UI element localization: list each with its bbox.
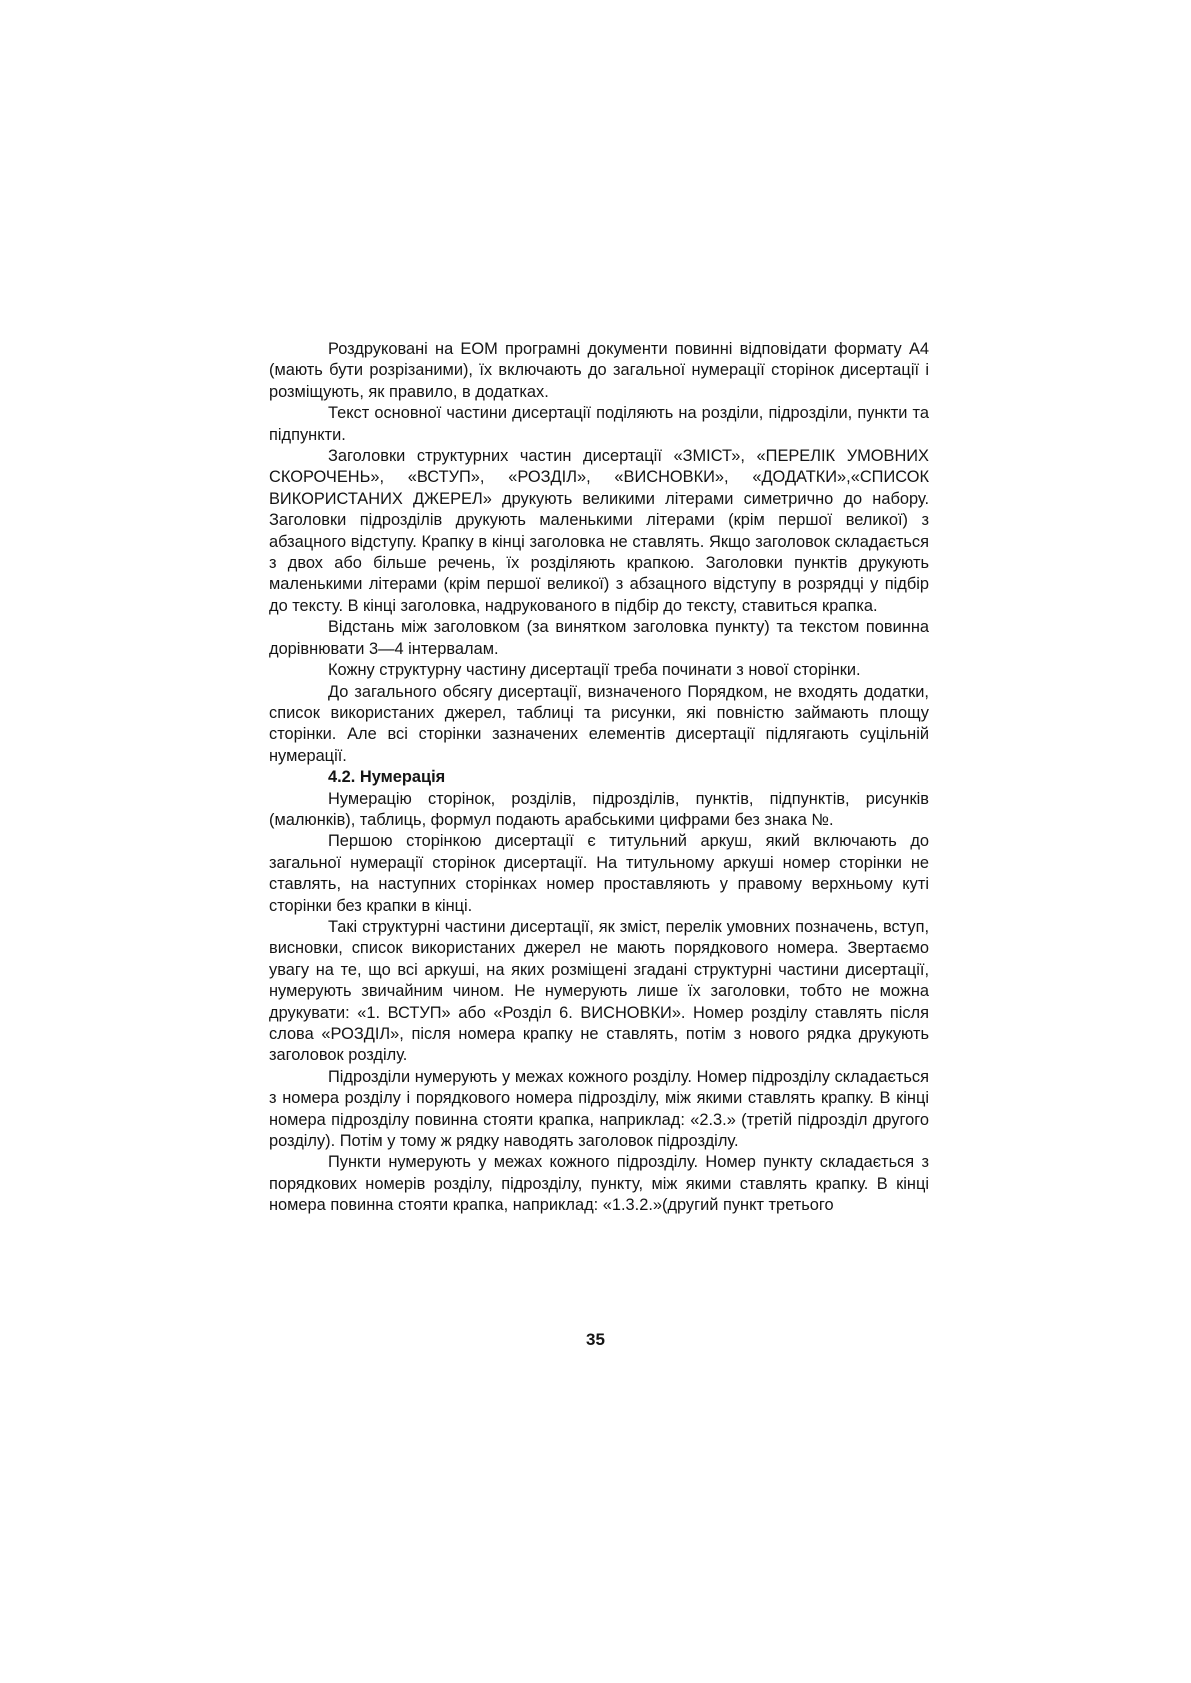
paragraph: Такі структурні частини дисертації, як зміст, перелік умовних позначень, вступ, висновки, список використаних джерел не мають порядкового номера. Звертаємо увагу на те, що всі аркуші, на яких розміщені згадані структурні частини дисертації, нумерують звичайним чином. Не нумерують лише їх заголовки, тобто не можна друкувати: «1. ВСТУП» або «Розділ 6. ВИСНОВКИ». Номер розділу ставлять після слова «РОЗДІЛ», після номера крапку не ставлять, потім з нового рядка друкують заголовок розділу. <box>269 917 929 1065</box>
paragraph: Підрозділи нумерують у межах кожного розділу. Номер підрозділу складається з номера розділу і порядкового номера підрозділу, між якими ставлять крапку. В кінці номера підрозділу повинна стояти крапка, наприклад: «2.3.» (третій підрозділ другого розділу). Потім у тому ж рядку наводять заголовок підрозділу. <box>269 1067 929 1151</box>
paragraph: Заголовки структурних частин дисертації «ЗМІСТ», «ПЕРЕЛІК УМОВНИХ СКОРОЧЕНЬ», «ВСТУП», «РОЗДІЛ», «ВИСНОВКИ», «ДОДАТКИ»,«СПИСОК ВИКОРИСТАНИХ ДЖЕРЕЛ» друкують великими літерами симетрично до набору. Заголовки підрозділів друкують маленькими літерами (крім першої великої) з абзацного відступу. Крапку в кінці заголовка не ставлять. Якщо заголовок складається з двох або більше речень, їх розділяють крапкою. Заголовки пунктів друкують маленькими літерами (крім першої великої) з абзацного відступу в розрядці у підбір до тексту. В кінці заголовка, надрукованого в підбір до тексту, ставиться крапка. <box>269 447 929 615</box>
paragraph: Роздруковані на ЕОМ програмні документи повинні відповідати формату А4 (мають бути розрізаними), їх включають до загальної нумерації сторінок дисертації і розміщують, як правило, в додатках. <box>269 340 929 401</box>
paragraph: Кожну структурну частину дисертації треба починати з нової сторінки. <box>328 661 861 680</box>
paragraph: Відстань між заголовком (за винятком заголовка пункту) та текстом повинна дорівнювати 3—4 інтервалам. <box>269 618 929 658</box>
section-heading: 4.2. Нумерація <box>328 768 446 787</box>
paragraph: До загального обсягу дисертації, визначеного Порядком, не входять додатки, список використаних джерел, таблиці та рисунки, які повністю займають площу сторінки. Але всі сторінки зазначених елементів дисертації підлягають суцільній нумерації. <box>269 682 929 765</box>
paragraph: Текст основної частини дисертації поділяють на розділи, підрозділи, пункти та підпункти. <box>269 404 929 444</box>
paragraph: Пункти нумерують у межах кожного підрозділу. Номер пункту складається з порядкових номерів розділу, підрозділу, пункту, між якими ставлять крапку. В кінці номера повинна стояти крапка, наприклад: «1.3.2.»(другий пункт третього <box>269 1153 929 1215</box>
page-number: 35 <box>586 1330 605 1349</box>
paragraph: Нумерацію сторінок, розділів, підрозділів, пунктів, підпунктів, рисунків (малюнків), таблиць, формул подають арабськими цифрами без знака №. <box>269 789 929 829</box>
page-body <box>269 339 929 1217</box>
paragraph: Першою сторінкою дисертації є титульний аркуш, який включають до загальної нумерації сторінок дисертації. На титульному аркуші номер сторінки не ставлять, на наступних сторінках номер проставляють у правому верхньому куті сторінки без крапки в кінці. <box>269 832 929 915</box>
